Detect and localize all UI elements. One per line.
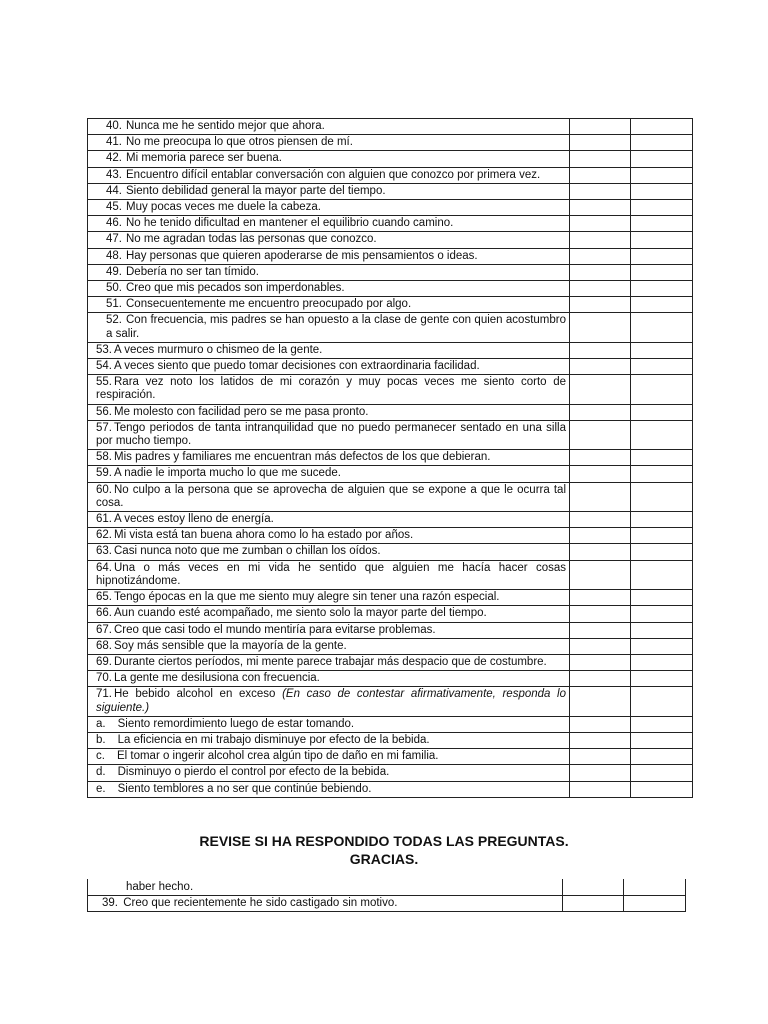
question-row [88, 297, 693, 313]
question-number: 54. [96, 360, 112, 373]
answer-cell-yes[interactable] [570, 638, 631, 654]
question-row [88, 200, 693, 216]
question-number: 45. [106, 201, 122, 214]
answer-cell-no[interactable] [631, 281, 693, 297]
answer-cell-yes[interactable] [570, 466, 631, 482]
question-row [88, 687, 693, 716]
question-row [88, 466, 693, 482]
question-number: d. [96, 766, 106, 779]
question-text: Siento temblores a no ser que continúe bebiendo. [117, 782, 372, 795]
question-row [88, 313, 693, 342]
fragment-partial-row [88, 879, 686, 895]
question-row [88, 264, 693, 280]
question-text: A veces murmuro o chismeo de la gente. [114, 343, 323, 356]
question-number: 40. [106, 120, 122, 132]
question-cell [88, 590, 570, 606]
question-row [88, 119, 693, 135]
question-number: 65. [96, 591, 112, 604]
question-row [88, 606, 693, 622]
question-row [88, 590, 693, 606]
answer-cell-yes[interactable] [570, 749, 631, 765]
question-cell [88, 183, 570, 199]
answer-cell-yes[interactable] [570, 135, 631, 151]
question-number: a. [96, 717, 106, 730]
question-row [88, 281, 693, 297]
question-number: 57. [96, 421, 112, 434]
answer-cell-no[interactable] [631, 765, 693, 781]
question-number: 52. [106, 314, 122, 327]
question-number: 53. [96, 343, 112, 356]
answer-cell-no[interactable] [631, 200, 693, 216]
answer-cell-no[interactable] [624, 895, 686, 911]
question-number: 55. [96, 376, 112, 389]
question-row [88, 512, 693, 528]
answer-cell-yes[interactable] [570, 167, 631, 183]
answer-cell-no[interactable] [631, 297, 693, 313]
question-text: Casi nunca noto que me zumban o chillan los oídos. [114, 545, 381, 558]
question-row [88, 183, 693, 199]
answer-cell-yes[interactable] [570, 216, 631, 232]
question-cell [88, 420, 570, 449]
answer-cell-no[interactable] [631, 375, 693, 404]
question-row [88, 404, 693, 420]
question-row [88, 420, 693, 449]
answer-cell-yes[interactable] [570, 151, 631, 167]
answer-cell-no[interactable] [631, 622, 693, 638]
question-cell [88, 135, 570, 151]
answer-cell-yes[interactable] [570, 528, 631, 544]
question-number: 68. [96, 639, 112, 652]
answer-cell-no[interactable] [631, 183, 693, 199]
question-number: 58. [96, 451, 112, 464]
answer-cell-no[interactable] [631, 313, 693, 342]
answer-cell-yes[interactable] [570, 590, 631, 606]
question-number: 51. [106, 298, 122, 311]
answer-cell-no[interactable] [631, 638, 693, 654]
question-cell [88, 732, 570, 748]
answer-cell-yes[interactable] [570, 622, 631, 638]
question-number: 47. [106, 233, 122, 246]
question-row [88, 654, 693, 670]
question-row [88, 560, 693, 589]
answer-cell-yes[interactable] [570, 450, 631, 466]
question-number: 59. [96, 467, 112, 480]
question-number: 70. [96, 672, 112, 685]
question-text: Consecuentemente me encuentro preocupado por algo. [126, 298, 412, 311]
answer-cell-yes[interactable] [570, 183, 631, 199]
question-cell [88, 281, 570, 297]
answer-cell-no[interactable] [631, 119, 693, 135]
question-row [88, 482, 693, 511]
answer-cell-no[interactable] [631, 135, 693, 151]
answer-cell-yes[interactable] [570, 512, 631, 528]
question-number: 60. [96, 483, 112, 496]
answer-cell-yes[interactable] [563, 895, 624, 911]
question-number: 62. [96, 529, 112, 542]
question-cell [88, 654, 570, 670]
answer-cell-no[interactable] [631, 590, 693, 606]
answer-cell-yes[interactable] [570, 732, 631, 748]
question-cell [88, 895, 563, 911]
answer-cell-no[interactable] [631, 560, 693, 589]
answer-cell-yes[interactable] [570, 119, 631, 135]
question-cell [88, 512, 570, 528]
answer-cell-no[interactable] [631, 654, 693, 670]
question-number: 71. [96, 688, 112, 701]
answer-cell-no[interactable] [631, 248, 693, 264]
question-row [88, 248, 693, 264]
question-text: No culpo a la persona que se aprovecha de alguien que se expone a que le ocurra tal cosa. [96, 483, 566, 509]
question-number: e. [96, 782, 106, 795]
answer-cell-yes[interactable] [570, 544, 631, 560]
question-text: Creo que mis pecados son imperdonables. [126, 282, 345, 295]
question-cell [88, 622, 570, 638]
question-row [88, 167, 693, 183]
question-row [88, 135, 693, 151]
question-row [88, 342, 693, 358]
question-cell [88, 313, 570, 342]
question-note: (En caso de contestar afirmativamente, responda lo siguiente.) [96, 688, 567, 714]
question-text: Hay personas que quieren apoderarse de mis pensamientos o ideas. [126, 249, 478, 262]
question-text: A veces siento que puedo tomar decisiones con extraordinaria facilidad. [114, 360, 480, 373]
answer-cell-no[interactable] [631, 732, 693, 748]
answer-cell-no[interactable] [631, 512, 693, 528]
question-row [88, 895, 686, 911]
question-cell [88, 264, 570, 280]
answer-cell-no[interactable] [631, 216, 693, 232]
question-text: Tengo periodos de tanta intranquilidad que no puedo permanecer sentado en una silla por mucho tiempo. [96, 421, 566, 448]
answer-cell-no[interactable] [631, 716, 693, 732]
question-text: Aun cuando esté acompañado, me siento solo la mayor parte del tiempo. [114, 607, 487, 620]
answer-cell-yes[interactable] [570, 281, 631, 297]
question-number: b. [96, 733, 106, 746]
question-number: 50. [106, 282, 122, 295]
answer-cell-no[interactable] [631, 404, 693, 420]
question-text: Con frecuencia, mis padres se han opuesto a la clase de gente con quien acostumbro a salir. [106, 314, 566, 340]
question-cell [88, 544, 570, 560]
answer-cell-yes[interactable] [570, 342, 631, 358]
question-text: Mis padres y familiares me encuentran más defectos de los que debieran. [114, 451, 491, 464]
question-cell [88, 200, 570, 216]
question-text: Mi memoria parece ser buena. [126, 152, 282, 165]
question-row [88, 781, 693, 797]
answer-cell-yes[interactable] [570, 375, 631, 404]
answer-cell-no[interactable] [631, 151, 693, 167]
question-row [88, 151, 693, 167]
question-cell [88, 687, 570, 716]
question-row [88, 216, 693, 232]
answer-cell-yes[interactable] [570, 765, 631, 781]
question-number: 42. [106, 152, 122, 165]
question-cell [88, 765, 570, 781]
answer-cell-no[interactable] [631, 749, 693, 765]
questionnaire-table [87, 118, 693, 798]
answer-cell-no[interactable] [631, 420, 693, 449]
question-cell [88, 359, 570, 375]
question-row [88, 622, 693, 638]
question-cell [88, 749, 570, 765]
question-text: Encuentro difícil entablar conversación con alguien que conozco por primera vez. [126, 168, 541, 181]
question-row [88, 749, 693, 765]
question-number: 39. [102, 896, 118, 909]
question-cell [88, 781, 570, 797]
answer-cell-yes[interactable] [570, 482, 631, 511]
question-row [88, 232, 693, 248]
question-text: Siento remordimiento luego de estar tomando. [117, 717, 355, 730]
question-number: 63. [96, 545, 112, 558]
fragment-table [87, 879, 686, 912]
question-text: Me molesto con facilidad pero se me pasa pronto. [114, 405, 369, 418]
question-row [88, 544, 693, 560]
answer-cell-no[interactable] [631, 687, 693, 716]
question-cell [88, 342, 570, 358]
question-row [88, 716, 693, 732]
answer-cell-yes[interactable] [570, 264, 631, 280]
question-number: 43. [106, 168, 122, 181]
answer-cell-no[interactable] [631, 544, 693, 560]
question-text: Siento debilidad general la mayor parte del tiempo. [126, 184, 386, 197]
answer-cell-yes[interactable] [570, 232, 631, 248]
question-text: He bebido alcohol en exceso [114, 688, 276, 701]
question-text: Mi vista está tan buena ahora como lo ha estado por años. [114, 529, 414, 542]
answer-cell-yes[interactable] [570, 404, 631, 420]
question-row [88, 528, 693, 544]
question-number: 64. [96, 561, 112, 574]
question-number: 66. [96, 607, 112, 620]
answer-cell-yes[interactable] [570, 654, 631, 670]
question-number: 61. [96, 513, 112, 526]
question-cell [88, 450, 570, 466]
question-number: 56. [96, 405, 112, 418]
question-text: A nadie le importa mucho lo que me sucede. [114, 467, 341, 480]
answer-cell-no[interactable] [631, 606, 693, 622]
closing-reminder: REVISE SI HA RESPONDIDO TODAS LAS PREGUNTAS. [199, 833, 569, 849]
answer-cell-no[interactable] [631, 450, 693, 466]
question-cell [88, 404, 570, 420]
answer-cell-yes[interactable] [570, 781, 631, 797]
question-row [88, 359, 693, 375]
question-number: 41. [106, 136, 122, 149]
answer-cell-yes[interactable] [570, 606, 631, 622]
question-cell [88, 482, 570, 511]
answer-cell-yes[interactable] [570, 716, 631, 732]
question-cell [88, 167, 570, 183]
question-cell [88, 560, 570, 589]
answer-cell-no[interactable] [631, 167, 693, 183]
answer-cell-yes[interactable] [570, 420, 631, 449]
answer-cell-yes[interactable] [570, 313, 631, 342]
question-text: Una o más veces en mi vida he sentido que alguien me hacía hacer cosas hipnotizándome. [96, 561, 566, 587]
question-cell [88, 716, 570, 732]
question-text: Durante ciertos períodos, mi mente parece trabajar más despacio que de costumbre. [114, 655, 547, 668]
fragment-partial-text: haber hecho. [88, 879, 563, 895]
question-number: 46. [106, 217, 122, 230]
answer-cell-no[interactable] [631, 264, 693, 280]
question-cell [88, 232, 570, 248]
question-cell [88, 248, 570, 264]
question-cell [88, 375, 570, 404]
question-text: Creo que casi todo el mundo mentiría para evitarse problemas. [114, 623, 436, 636]
question-number: 44. [106, 184, 122, 197]
question-number: 49. [106, 265, 122, 278]
answer-cell-yes[interactable] [563, 879, 624, 895]
answer-cell-yes[interactable] [570, 359, 631, 375]
answer-cell-yes[interactable] [570, 671, 631, 687]
question-cell [88, 638, 570, 654]
question-number: c. [96, 750, 105, 763]
question-number: 48. [106, 249, 122, 262]
question-text: Disminuyo o pierdo el control por efecto de la bebida. [117, 766, 390, 779]
answer-cell-yes[interactable] [570, 200, 631, 216]
question-cell [88, 671, 570, 687]
answer-cell-no[interactable] [631, 671, 693, 687]
answer-cell-no[interactable] [631, 781, 693, 797]
question-text: Nunca me he sentido mejor que ahora. [126, 120, 325, 132]
answer-cell-no[interactable] [631, 359, 693, 375]
question-text: No me agradan todas las personas que conozco. [126, 233, 377, 246]
question-number: 69. [96, 655, 112, 668]
question-cell [88, 528, 570, 544]
question-row [88, 765, 693, 781]
answer-cell-no[interactable] [631, 482, 693, 511]
question-text: La gente me desilusiona con frecuencia. [114, 672, 320, 685]
answer-cell-yes[interactable] [570, 560, 631, 589]
question-cell [88, 466, 570, 482]
answer-cell-yes[interactable] [570, 687, 631, 716]
answer-cell-yes[interactable] [570, 248, 631, 264]
question-text: El tomar o ingerir alcohol crea algún tipo de daño en mi familia. [116, 750, 439, 763]
answer-cell-no[interactable] [631, 528, 693, 544]
answer-cell-no[interactable] [624, 879, 686, 895]
question-cell [88, 119, 570, 135]
question-text: La eficiencia en mi trabajo disminuye por efecto de la bebida. [117, 733, 430, 746]
question-text: Creo que recientemente he sido castigado sin motivo. [123, 896, 398, 909]
question-text: Debería no ser tan tímido. [126, 265, 259, 278]
answer-cell-no[interactable] [631, 466, 693, 482]
answer-cell-no[interactable] [631, 232, 693, 248]
question-cell [88, 151, 570, 167]
question-text: Rara vez noto los latidos de mi corazón y muy pocas veces me siento corto de respiración. [96, 376, 566, 402]
answer-cell-no[interactable] [631, 342, 693, 358]
question-row [88, 375, 693, 404]
question-cell [88, 216, 570, 232]
question-text: Tengo épocas en la que me siento muy alegre sin tener una razón especial. [114, 591, 500, 604]
question-row [88, 638, 693, 654]
question-text: Soy más sensible que la mayoría de la gente. [114, 639, 347, 652]
question-number: 67. [96, 623, 112, 636]
question-row [88, 732, 693, 748]
question-row [88, 671, 693, 687]
closing-thanks: GRACIAS. [349, 851, 419, 867]
answer-cell-yes[interactable] [570, 297, 631, 313]
question-text: No he tenido dificultad en mantener el equilibrio cuando camino. [126, 217, 454, 230]
question-cell [88, 297, 570, 313]
question-text: Muy pocas veces me duele la cabeza. [126, 201, 321, 214]
question-text: A veces estoy lleno de energía. [114, 513, 274, 526]
question-row [88, 450, 693, 466]
question-cell [88, 606, 570, 622]
question-text: No me preocupa lo que otros piensen de mí. [126, 136, 353, 149]
